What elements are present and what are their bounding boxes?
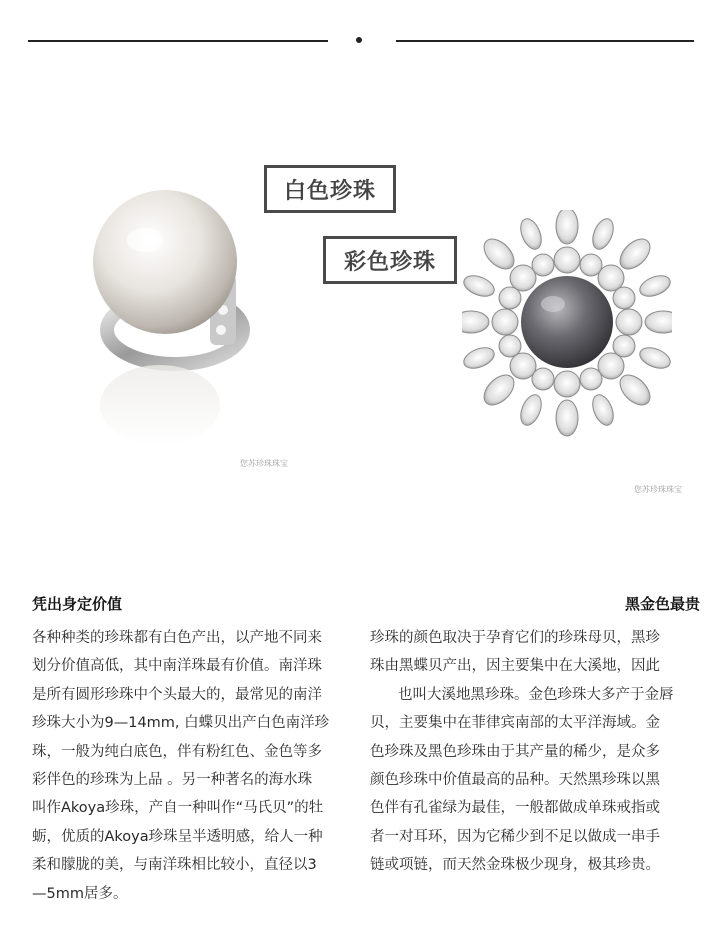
left-line: 柔和朦胧的美，与南洋珠相比较小，直径以3	[32, 857, 317, 874]
label-colored-pearl: 彩色珍珠	[323, 236, 457, 284]
left-article-section	[32, 590, 362, 908]
left-section-heading: 凭出身定价值	[32, 595, 123, 613]
left-line: —5mm居多。	[32, 885, 128, 902]
left-line: 划分价值高低，其中南洋珠最有价值。南洋珠	[32, 658, 322, 675]
right-line: 珠由黑蝶贝产出，因主要集中在大溪地，因此	[370, 658, 660, 675]
right-line: 色珍珠及黑色珍珠由于其产量的稀少，是众多	[370, 743, 660, 760]
watermark-right: 您苏珍珠珠宝	[634, 485, 682, 494]
label-white-pearl: 白色珍珠	[264, 165, 396, 213]
right-line: 色伴有孔雀绿为最佳，一般都做成单珠戒指或	[370, 800, 660, 817]
left-line: 珍珠大小为9—14mm, 白蝶贝出产白色南洋珍	[32, 715, 330, 732]
right-line: 颜色珍珠中价值最高的品种。天然黑珍珠以黑	[370, 772, 660, 789]
right-section-heading: 黑金色最贵	[624, 595, 700, 613]
watermark-left: 您苏珍珠珠宝	[240, 459, 288, 468]
right-line: 链或项链，而天然金珠极少现身，极其珍贵。	[370, 857, 660, 874]
top-rule-right	[396, 40, 694, 42]
right-line: 者一对耳环，因为它稀少到不足以做成一串手	[370, 828, 660, 845]
top-rule-left	[28, 40, 328, 42]
right-article-section	[370, 590, 700, 880]
right-line: 也叫大溪地黑珍珠。金色珍珠大多产于金唇	[398, 686, 674, 703]
black-pearl-brooch-image	[462, 210, 672, 440]
left-line: 叫作Akoya珍珠，产自一种叫作“马氏贝”的牡	[32, 800, 324, 817]
left-section-body	[32, 624, 362, 908]
white-pearl-ring-image	[75, 180, 260, 460]
ornament-dot	[356, 37, 362, 43]
left-line: 珠，一般为纯白底色，伴有粉红色、金色等多	[32, 743, 322, 760]
left-line: 彩伴色的珍珠为上品 。另一种著名的海水珠	[32, 772, 313, 789]
left-line: 蛎，优质的Akoya珍珠呈半透明感，给人一种	[32, 828, 323, 845]
left-line: 是所有圆形珍珠中个头最大的，最常见的南洋	[32, 686, 322, 703]
right-line: 珍珠的颜色取决于孕育它们的珍珠母贝，黑珍	[370, 630, 660, 646]
right-section-body	[370, 624, 700, 880]
left-line: 各种种类的珍珠都有白色产出，以产地不同来	[32, 630, 322, 646]
right-line: 贝，主要集中在菲律宾南部的太平洋海域。金	[370, 715, 660, 732]
